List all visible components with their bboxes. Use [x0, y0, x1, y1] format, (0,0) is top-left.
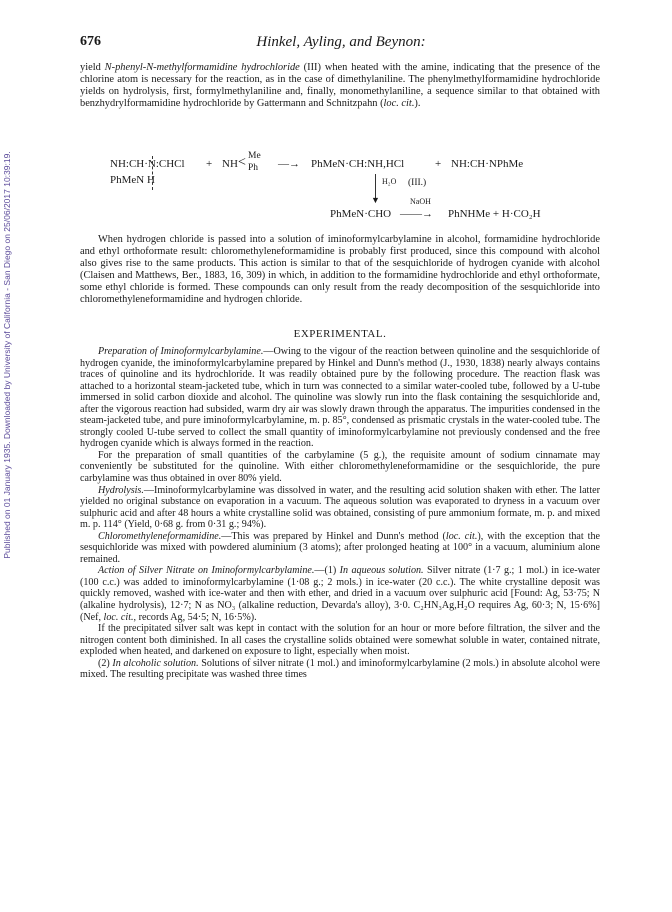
page-header — [80, 34, 602, 52]
compound-label: (III.) — [408, 178, 427, 188]
preparation-heading: Preparation of Iminoformylcarbylamine. — [98, 346, 264, 357]
discussion-paragraph — [80, 234, 600, 307]
reactant-1: NH:CH·N:CHCl — [110, 158, 185, 170]
bond-break-line — [152, 156, 153, 190]
silver-body-b: Silver nitrate (1·7 g.; 1 mol.) in ice-water (100 c.c.) was added to iminoformylcarbylamine (1·08 g.; 2 mols.) in ice-water (20 c.c.). The white crystalline deposit was quickly removed, washed with ice-water and then with ether, and dried in a vacuum over sulphuric acid [Found: Ag, 53·75; N (alkaline hydrolysis), 12·7; N as NO₃ (alkaline reduction, Devarda's alloy), 3·0. C₂HN₃Ag,H₂O requires Ag, 60·3; N, 15·6%] (Nef, — [80, 565, 600, 623]
chloromethylene-heading: Chloromethyleneformamidine. — [98, 530, 222, 542]
amine-nh: NH — [222, 158, 238, 170]
page-number: 676 — [80, 34, 101, 49]
intro-text-a: yield — [80, 62, 105, 73]
reaction-scheme — [110, 152, 590, 228]
amine-branch: < — [238, 155, 246, 170]
plus-sign-1: + — [206, 158, 213, 170]
experimental-heading: EXPERIMENTAL. — [293, 328, 387, 340]
running-title: Hinkel, Ayling, and Beynon: — [256, 34, 426, 50]
alcoholic-subheading: In alcoholic solution. — [112, 657, 199, 669]
silver-nitrate-paragraph — [80, 565, 600, 623]
preparation-paragraph — [80, 346, 600, 450]
intro-text-b: (III) when heated with the amine, indicating that the presence of the chlorine atom is necessary for the reaction, as in the case of dimethylaniline. The phenylmethylformamidine hydrochloride yields on hydrolysis, first, formylmethylaniline and, finally, monomethylaniline, a sequence similar to that obtained with benzhydrylformamidine hydrochloride by Gattermann and Schnitzpahn ( — [80, 62, 600, 110]
chloromethylene-paragraph — [80, 531, 600, 566]
intro-text-c: ). — [414, 98, 421, 110]
preparation-paragraph-2: For the preparation of small quantities of the carbylamine (5 g.), the requisite amount of sodium cinnamate may conveniently be substituted for the quinoline. With either chloromethyleneformamidine or the sesquichloride, the pure carbylamine was thus obtained in over 80% yield. — [80, 449, 600, 485]
intro-citation: loc. cit. — [383, 98, 415, 110]
down-arrow-head: ▼ — [371, 195, 380, 205]
publication-side-note — [0, 95, 14, 615]
side-note-text: Published on 01 January 1935. Downloaded by University of California - San Diego on 25/06/2017 10:39:19. — [2, 151, 12, 559]
byproduct: NH:CH·NPhMe — [451, 158, 524, 170]
chloromethylene-citation: loc. cit. — [445, 530, 478, 542]
silver-salt-paragraph: If the precipitated silver salt was kept in contact with the solution for an hour or more before filtration, the silver and the nitrogen content both diminished. In all cases the crystalline solids obtained were somewhat soluble in water, contained nitrate, exploded when heated, and darkened on exposure to light, especially when moist. — [80, 623, 600, 658]
hydrolysis-paragraph — [80, 485, 600, 531]
reactant-1-substituent: PhMeN H — [110, 174, 155, 186]
chloromethylene-body-b: ), with the exception that the sesquichloride was mixed with powdered aluminium (3 atoms); after prolonged heating at 100° in a vacuum, aluminium alone remained. — [80, 530, 601, 565]
alcoholic-body: Solutions of silver nitrate (1 mol.) and iminoformylcarbylamine (2 mols.) in absolute alcohol were mixed. The resulting precipitate was washed three times — [80, 657, 600, 681]
formyl-product: PhMeN·CHO — [330, 208, 392, 220]
reaction-arrow-2: ——→ — [400, 208, 433, 220]
alcoholic-number: (2) — [98, 657, 113, 669]
silver-body-c: , records Ag, 54·5; N, 16·5%). — [133, 611, 257, 623]
product-hcl-salt: PhMeN·CH:NH,HCl — [311, 158, 405, 170]
hydrolysis-heading: Hydrolysis. — [98, 484, 144, 496]
aqueous-subheading: In aqueous solution. — [339, 565, 424, 577]
preparation-body: —Owing to the vigour of the reaction between quinoline and the sesquichloride of hydrogen cyanide, the iminoformylcarbylamine prepared by Hinkel and Dunn's method (J., 1930, 1838) nearly always contains traces of quinoline and its hydrochloride. It was readily obtained pure by the following procedure. The reaction flask was attached to a horizontal steam-jacketed tube, which in turn was connected to a similar water-cooled tube, followed by a U-tube immersed in solid carbon dioxide and alcohol. The quinoline was slowly run into the flask containing the sesquichloride and, after the vigorous reaction had subsided, warm dry air was slowly drawn through the apparatus. The impurities condensed in the steam-jacketed tube, and pure iminoformylcarbylamine, m. p. 85°, condensed as prismatic crystals in the water-cooled tube. The strongly cooled U-tube served to collect the small quantity of iminoformylcarbylamine not previously condensed and the free hydrogen cyanide which is always formed in the reaction. — [80, 346, 600, 450]
hydrolysis-body: —Iminoformylcarbylamine was dissolved in water, and the resulting acid solution shaken with ether. The latter yielded no original substance on evaporation in a vacuum. The aqueous solution was evaporated to dryness in a vacuum over sulphuric acid and after 48 hours a white crystalline solid was obtained, consisting of pure ammonium formate, m. p. and mixed m. p. 114° (Yield, 0·68 g. from 0·31 g.; 94%). — [80, 484, 600, 531]
chloromethylene-body-a: —This was prepared by Hinkel and Dunn's method ( — [221, 530, 446, 542]
compound-name: N-phenyl-N-methylformamidine hydrochloride — [104, 62, 300, 73]
naoh-label: NaOH — [410, 197, 431, 206]
intro-paragraph — [80, 62, 600, 110]
plus-sign-2: + — [435, 158, 442, 170]
discussion-text: When hydrogen chloride is passed into a solution of iminoformylcarbylamine in alcohol, formamidine hydrochloride and ethyl orthoformate result: chloromethyleneformamidine is probably first produced, since this compound with alcohol also gives rise to the same products. This action is similar to that of the sesquichloride of hydrogen cyanide with alcohol (Claisen and Matthews, Ber., 1883, 16, 309) in which, in addition to the formamidine hydrochloride and ethyl orthoformate, some ethyl chloride is formed. These compounds can only result from the ready decomposition of the sesquichloride into chloromethyleneformamidine and hydrogen chloride. — [80, 234, 600, 306]
amine-ph: Ph — [248, 163, 259, 173]
water-label: H₂O — [382, 177, 397, 186]
silver-nitrate-heading: Action of Silver Nitrate on Iminoformylcarbylamine. — [98, 565, 315, 577]
reaction-arrow-1: —→ — [278, 158, 300, 170]
silver-citation: loc. cit. — [103, 611, 134, 623]
alcoholic-solution-paragraph — [80, 658, 600, 681]
final-products: PhNHMe + H·CO₂H — [448, 208, 541, 220]
silver-body-a: —(1) — [314, 565, 340, 577]
experimental-section — [80, 346, 600, 681]
amine-me: Me — [248, 151, 261, 161]
